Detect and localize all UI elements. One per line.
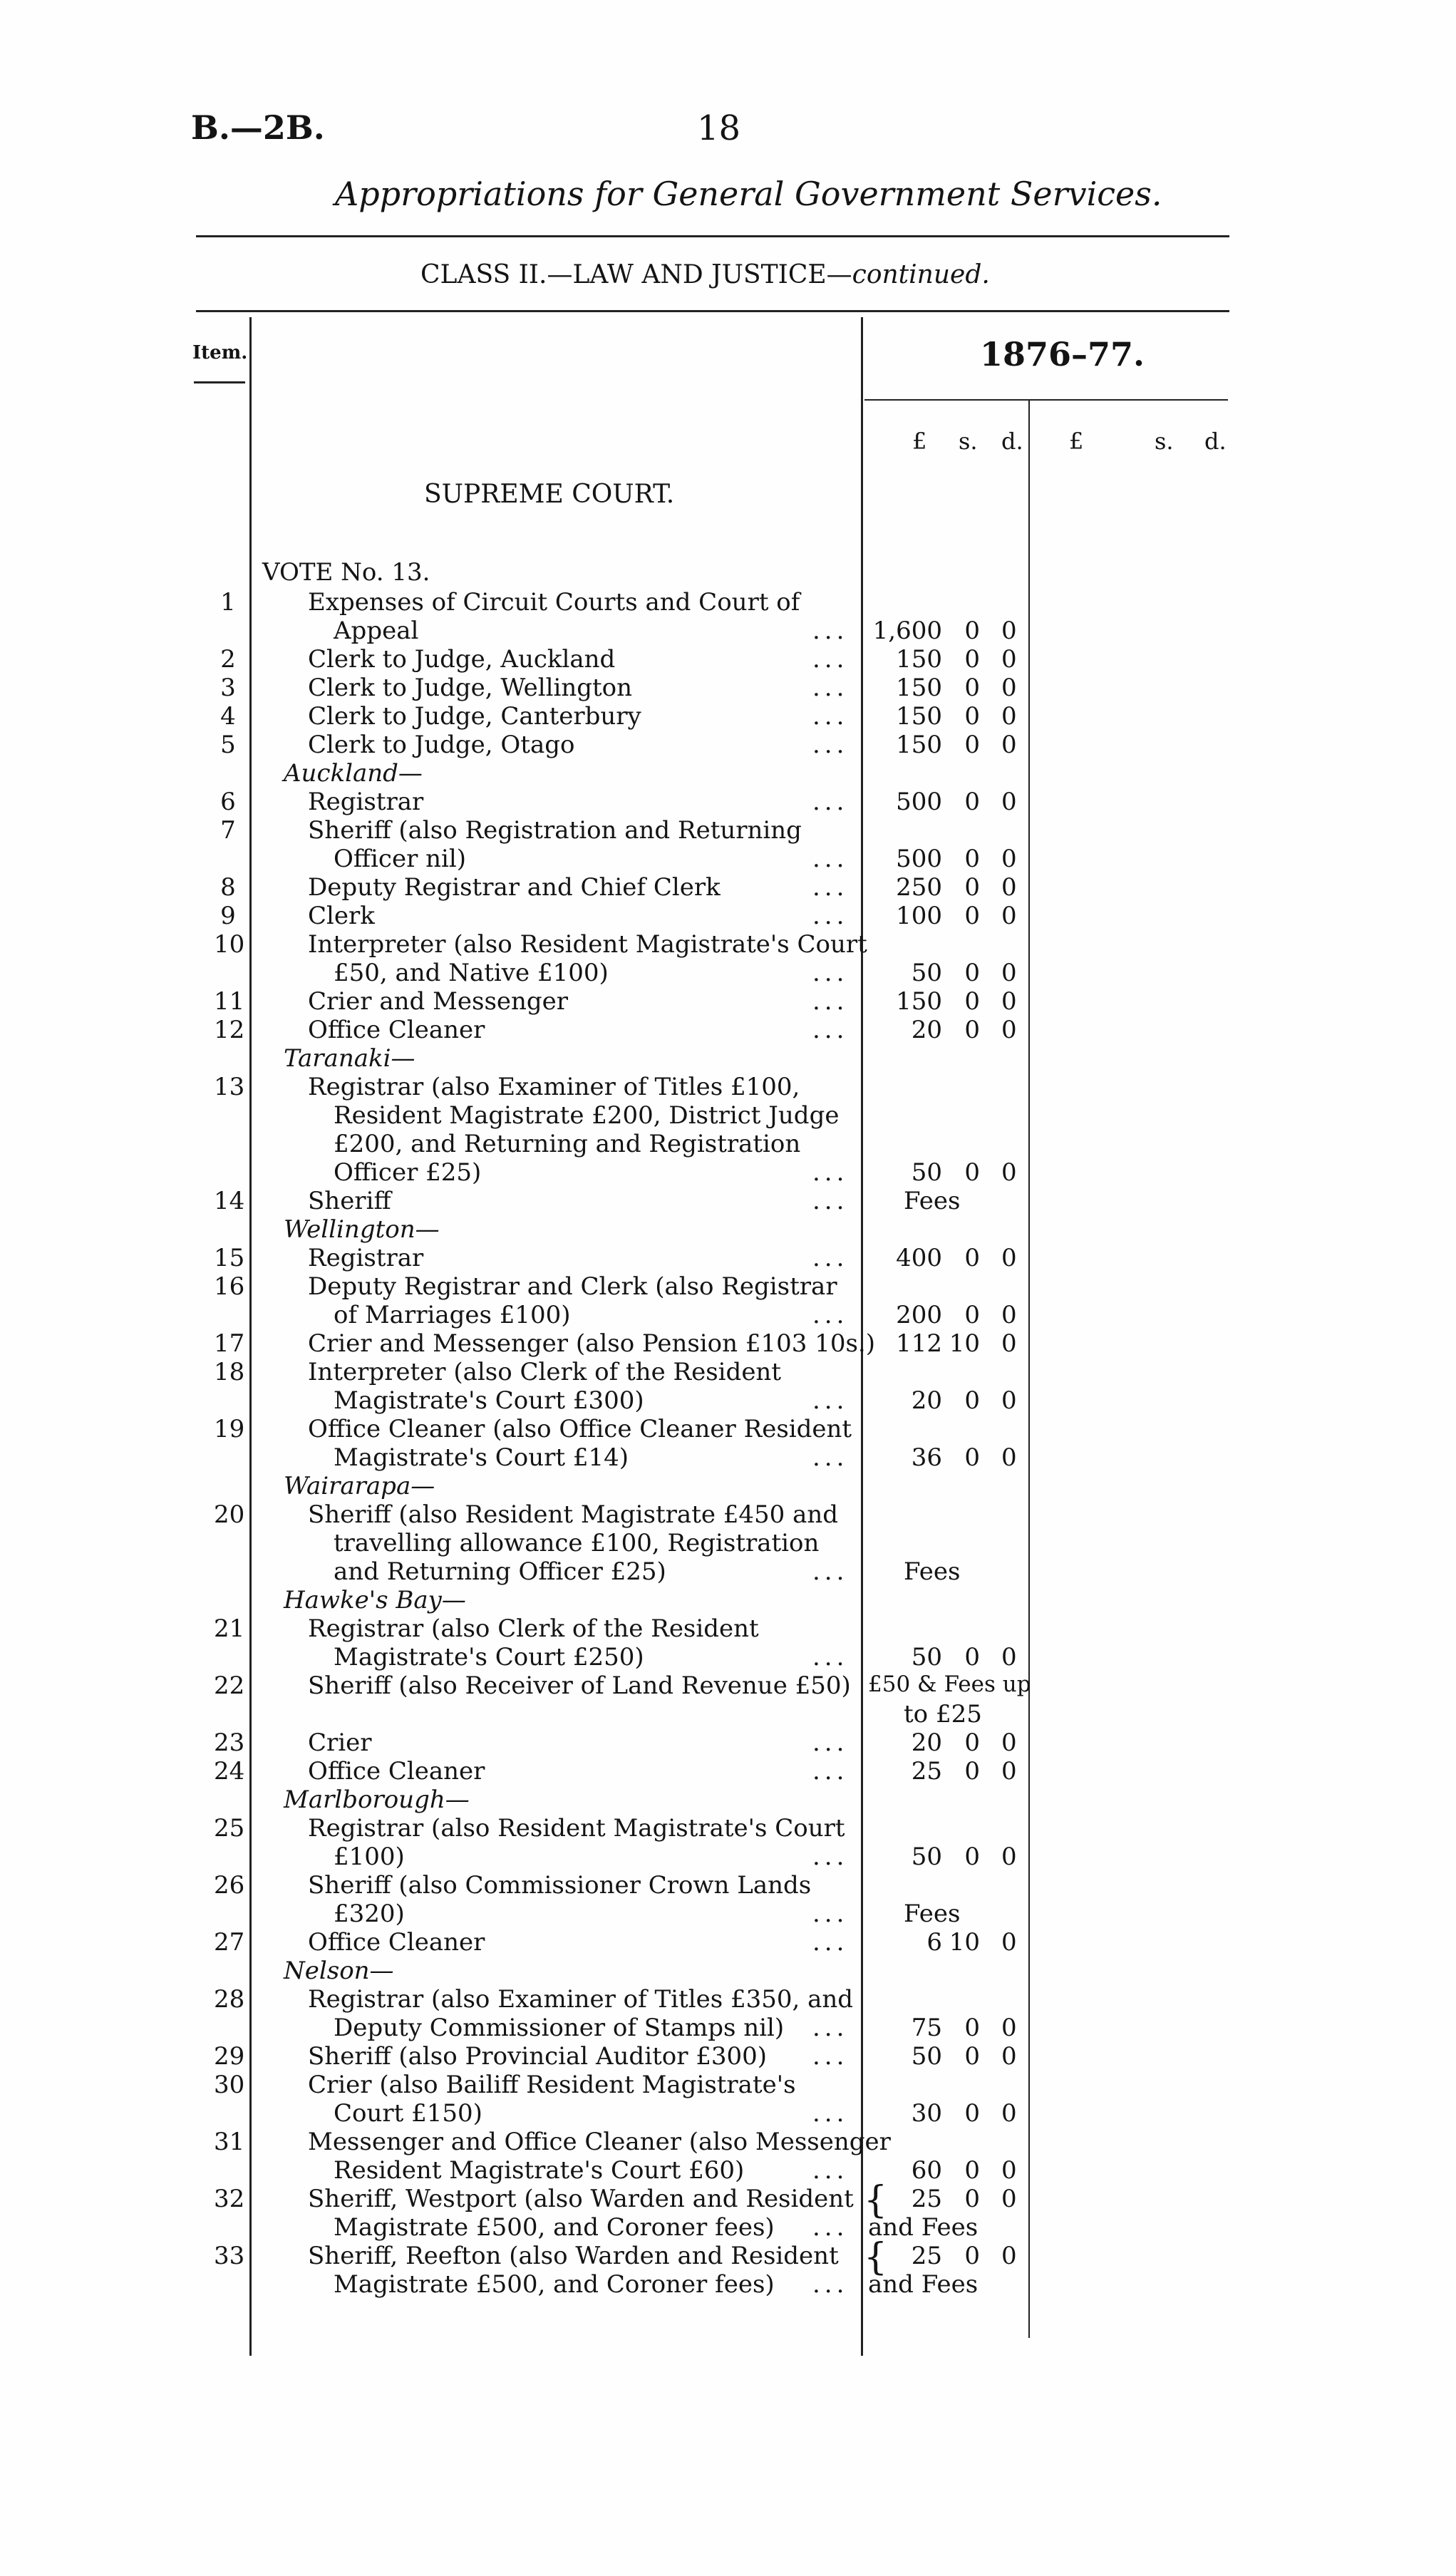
amount-shillings: 10 — [949, 1928, 980, 1957]
item-description: Court £150) — [334, 2099, 482, 2128]
leader-dots: ... — [812, 1301, 849, 1329]
amount-pence: 0 — [1001, 1928, 1017, 1957]
item-description: Registrar (also Examiner of Titles £350, and — [308, 1985, 854, 2014]
amount-shillings: 0 — [964, 1729, 980, 1757]
leader-dots: ... — [812, 959, 849, 987]
amount-shillings: 0 — [964, 702, 980, 731]
item-description: Office Cleaner (also Office Cleaner Resident — [308, 1415, 852, 1443]
amount-pence: 0 — [1001, 731, 1017, 759]
district-heading: Taranaki— — [284, 1044, 415, 1073]
amount-pence: 0 — [1001, 1757, 1017, 1786]
item-number: 24 — [214, 1757, 245, 1786]
pounds-header: £ — [912, 428, 927, 455]
leader-dots: ... — [812, 1443, 849, 1472]
amount-pence: 0 — [1001, 1329, 1017, 1358]
item-number: 10 — [214, 930, 245, 959]
item-number: 20 — [214, 1500, 245, 1529]
amount-pence: 0 — [1001, 1843, 1017, 1871]
item-description: Interpreter (also Resident Magistrate's Court — [308, 930, 867, 959]
shillings-header-2: s. — [1155, 428, 1174, 455]
class-heading — [420, 260, 990, 289]
item-number: 3 — [220, 674, 236, 702]
amount-pence: 0 — [1001, 1443, 1017, 1472]
item-description: Crier and Messenger — [308, 987, 569, 1016]
item-description: Sheriff (also Registration and Returning — [308, 816, 802, 845]
fees-note: and Fees — [868, 2270, 979, 2299]
item-number: 23 — [214, 1729, 245, 1757]
item-number: 5 — [220, 731, 236, 759]
district-heading: Wellington— — [284, 1215, 440, 1244]
leader-dots: ... — [812, 1016, 849, 1044]
pence-header: d. — [1001, 428, 1023, 455]
item-description: Deputy Registrar and Clerk (also Registrar — [308, 1272, 837, 1301]
item-description: Resident Magistrate £200, District Judge — [334, 1101, 840, 1130]
item-number: 12 — [214, 1016, 245, 1044]
item-description: Registrar (also Examiner of Titles £100, — [308, 1073, 800, 1101]
fees-note: Fees — [904, 1900, 961, 1928]
amount-shillings: 0 — [964, 788, 980, 816]
page-reference: B.—2B. — [191, 108, 325, 147]
amount-shillings: 0 — [964, 617, 980, 645]
page-title: Appropriations for General Government Services. — [335, 175, 1162, 213]
amount-shillings: 0 — [964, 2099, 980, 2128]
leader-dots: ... — [812, 1757, 849, 1786]
amount-pence: 0 — [1001, 674, 1017, 702]
amount-pounds: 150 — [896, 645, 942, 674]
leader-dots: ... — [812, 1187, 849, 1215]
item-description: Registrar (also Clerk of the Resident — [308, 1614, 759, 1643]
item-description: Sheriff, Westport (also Warden and Resident — [308, 2185, 854, 2213]
item-description: Office Cleaner — [308, 1757, 485, 1786]
brace-mark: { — [864, 2179, 888, 2222]
amount-shillings: 0 — [964, 1443, 980, 1472]
amount-pounds: 150 — [896, 674, 942, 702]
item-description: Officer nil) — [334, 845, 467, 873]
amount-shillings: 0 — [964, 1757, 980, 1786]
item-column-header: Item. — [192, 342, 248, 364]
leader-dots: ... — [812, 2270, 849, 2299]
amount-pounds: 50 — [911, 1843, 942, 1871]
district-heading: Hawke's Bay— — [284, 1586, 466, 1614]
leader-dots: ... — [812, 645, 849, 674]
amount-pounds: 250 — [896, 873, 942, 902]
leader-dots: ... — [812, 617, 849, 645]
leader-dots: ... — [812, 1843, 849, 1871]
district-heading: Auckland— — [284, 759, 423, 788]
amount-pounds: 150 — [896, 702, 942, 731]
leader-dots: ... — [812, 2156, 849, 2185]
item-description: Interpreter (also Clerk of the Resident — [308, 1358, 781, 1386]
amount-pence: 0 — [1001, 2242, 1017, 2270]
item-number: 26 — [214, 1871, 245, 1900]
item-number: 31 — [214, 2128, 245, 2156]
item-number: 2 — [220, 645, 236, 674]
item-number: 21 — [214, 1614, 245, 1643]
item-description: Clerk — [308, 902, 375, 930]
amount-shillings: 0 — [964, 645, 980, 674]
amount-pounds: 30 — [911, 2099, 942, 2128]
fees-note: to £25 — [904, 1700, 982, 1729]
leader-dots: ... — [812, 2014, 849, 2042]
item-description: Sheriff (also Commissioner Crown Lands — [308, 1871, 812, 1900]
amount-pounds: 20 — [911, 1016, 942, 1044]
item-header-rule — [194, 381, 245, 383]
item-description: Deputy Registrar and Chief Clerk — [308, 873, 721, 902]
amount-pence: 0 — [1001, 873, 1017, 902]
amount-pounds: 25 — [911, 2185, 942, 2213]
amount-pounds: 20 — [911, 1729, 942, 1757]
item-number: 28 — [214, 1985, 245, 2014]
amount-shillings: 0 — [964, 902, 980, 930]
amount-shillings: 0 — [964, 1016, 980, 1044]
item-number: 17 — [214, 1329, 245, 1358]
amount-pounds: 500 — [896, 788, 942, 816]
amount-pounds: 400 — [896, 1244, 942, 1272]
amount-pence: 0 — [1001, 987, 1017, 1016]
amount-pence: 0 — [1001, 1244, 1017, 1272]
amount-shillings: 0 — [964, 987, 980, 1016]
amount-pence: 0 — [1001, 845, 1017, 873]
amount-pounds: 150 — [896, 987, 942, 1016]
item-number: 7 — [220, 816, 236, 845]
pence-header-2: d. — [1204, 428, 1227, 455]
item-description: Magistrate £500, and Coroner fees) — [334, 2270, 775, 2299]
item-description: Resident Magistrate's Court £60) — [334, 2156, 745, 2185]
year-header: 1876–77. — [980, 335, 1145, 373]
amount-pounds: 100 — [896, 902, 942, 930]
item-description: Crier and Messenger (also Pension £103 10s.) — [308, 1329, 875, 1358]
amount-pence: 0 — [1001, 1016, 1017, 1044]
amount-shillings: 0 — [964, 2185, 980, 2213]
amount-pounds: 36 — [911, 1443, 942, 1472]
amount-pounds: 50 — [911, 1158, 942, 1187]
item-number: 19 — [214, 1415, 245, 1443]
year-rule — [864, 399, 1228, 401]
item-number: 27 — [214, 1928, 245, 1957]
amount-shillings: 0 — [964, 845, 980, 873]
item-number: 32 — [214, 2185, 245, 2213]
district-heading: Marlborough— — [284, 1786, 470, 1814]
item-description: Registrar — [308, 1244, 424, 1272]
item-description: and Returning Officer £25) — [334, 1557, 666, 1586]
leader-dots: ... — [812, 2099, 849, 2128]
amount-pounds: 500 — [896, 845, 942, 873]
item-description: Magistrate's Court £14) — [334, 1443, 629, 1472]
item-description: Office Cleaner — [308, 1928, 485, 1957]
amount-pence: 0 — [1001, 617, 1017, 645]
leader-dots: ... — [812, 674, 849, 702]
item-description: Sheriff (also Resident Magistrate £450 and — [308, 1500, 839, 1529]
leader-dots: ... — [812, 845, 849, 873]
amount-pence: 0 — [1001, 2014, 1017, 2042]
amount-pence: 0 — [1001, 1301, 1017, 1329]
amount-pounds: 50 — [911, 1643, 942, 1671]
fees-note: Fees — [904, 1187, 961, 1215]
item-number: 1 — [220, 588, 236, 617]
leader-dots: ... — [812, 1244, 849, 1272]
amount-pence: 0 — [1001, 902, 1017, 930]
leader-dots: ... — [812, 1557, 849, 1586]
leader-dots: ... — [812, 2213, 849, 2242]
item-number: 11 — [214, 987, 245, 1016]
item-description: Clerk to Judge, Auckland — [308, 645, 616, 674]
item-description: Clerk to Judge, Wellington — [308, 674, 633, 702]
item-description: Magistrate's Court £300) — [334, 1386, 644, 1415]
amount-shillings: 0 — [964, 1386, 980, 1415]
item-description: Registrar — [308, 788, 424, 816]
amount-pence: 0 — [1001, 2099, 1017, 2128]
amount-pence: 0 — [1001, 645, 1017, 674]
item-description: Sheriff — [308, 1187, 391, 1215]
class-heading-main: CLASS II.—LAW AND JUSTICE— — [420, 260, 852, 289]
item-description: £200, and Returning and Registration — [334, 1130, 801, 1158]
leader-dots: ... — [812, 1928, 849, 1957]
pounds-header-2: £ — [1069, 428, 1084, 455]
amount-pence: 0 — [1001, 1729, 1017, 1757]
leader-dots: ... — [812, 1643, 849, 1671]
amount-shillings: 0 — [964, 1843, 980, 1871]
item-description: Sheriff, Reefton (also Warden and Resident — [308, 2242, 839, 2270]
item-number: 6 — [220, 788, 236, 816]
amount-shillings: 0 — [964, 959, 980, 987]
item-number: 18 — [214, 1358, 245, 1386]
leader-dots: ... — [812, 1729, 849, 1757]
amount-shillings: 0 — [964, 674, 980, 702]
item-number: 13 — [214, 1073, 245, 1101]
item-number: 30 — [214, 2071, 245, 2099]
item-description: Officer £25) — [334, 1158, 482, 1187]
item-number: 22 — [214, 1671, 245, 1700]
amount-shillings: 0 — [964, 1158, 980, 1187]
item-description: Magistrate £500, and Coroner fees) — [334, 2213, 775, 2242]
item-number: 9 — [220, 902, 236, 930]
district-heading: Wairarapa— — [284, 1472, 435, 1500]
item-number: 33 — [214, 2242, 245, 2270]
leader-dots: ... — [812, 788, 849, 816]
amount-pounds: 20 — [911, 1386, 942, 1415]
amount-shillings: 0 — [964, 2156, 980, 2185]
amount-pence: 0 — [1001, 1158, 1017, 1187]
column-divider-item — [249, 317, 252, 2356]
class-heading-suffix: continued. — [852, 260, 990, 289]
amount-shillings: 0 — [964, 1301, 980, 1329]
amount-shillings: 0 — [964, 2042, 980, 2071]
leader-dots: ... — [812, 1386, 849, 1415]
item-description: £320) — [334, 1900, 405, 1928]
item-number: 4 — [220, 702, 236, 731]
item-description: Clerk to Judge, Otago — [308, 731, 575, 759]
amount-shillings: 0 — [964, 1244, 980, 1272]
leader-dots: ... — [812, 902, 849, 930]
amount-pence: 0 — [1001, 702, 1017, 731]
item-description: Deputy Commissioner of Stamps nil) — [334, 2014, 785, 2042]
shillings-header: s. — [959, 428, 978, 455]
leader-dots: ... — [812, 2042, 849, 2071]
amount-shillings: 0 — [964, 873, 980, 902]
brace-mark: { — [864, 2236, 888, 2279]
leader-dots: ... — [812, 702, 849, 731]
amount-pence: 0 — [1001, 959, 1017, 987]
item-description: Sheriff (also Receiver of Land Revenue £50) — [308, 1671, 851, 1700]
leader-dots: ... — [812, 731, 849, 759]
amount-pounds: 25 — [911, 2242, 942, 2270]
section-heading: SUPREME COURT. — [424, 480, 675, 509]
amount-shillings: 0 — [964, 2014, 980, 2042]
item-number: 14 — [214, 1187, 245, 1215]
page-number: 18 — [697, 108, 741, 148]
fees-note: Fees — [904, 1557, 961, 1586]
item-description: Crier (also Bailiff Resident Magistrate's — [308, 2071, 796, 2099]
fees-note: and Fees — [868, 2213, 979, 2242]
item-description: Appeal — [334, 617, 419, 645]
amount-pounds: 75 — [911, 2014, 942, 2042]
item-description: £100) — [334, 1843, 405, 1871]
item-description: Sheriff (also Provincial Auditor £300) — [308, 2042, 768, 2071]
item-number: 25 — [214, 1814, 245, 1843]
item-description: of Marriages £100) — [334, 1301, 571, 1329]
leader-dots: ... — [812, 1158, 849, 1187]
item-description: Clerk to Judge, Canterbury — [308, 702, 641, 731]
amount-pounds: 112 — [896, 1329, 942, 1358]
amount-pounds: 50 — [911, 2042, 942, 2071]
amount-pence: 0 — [1001, 2185, 1017, 2213]
column-divider-amount — [1028, 399, 1030, 2338]
fees-note: £50 & Fees up — [868, 1671, 1031, 1697]
item-description: travelling allowance £100, Registration — [334, 1529, 820, 1557]
leader-dots: ... — [812, 873, 849, 902]
rule-header — [196, 310, 1229, 312]
item-number: 29 — [214, 2042, 245, 2071]
item-number: 8 — [220, 873, 236, 902]
amount-pence: 0 — [1001, 788, 1017, 816]
amount-pence: 0 — [1001, 1386, 1017, 1415]
item-description: Expenses of Circuit Courts and Court of — [308, 588, 800, 617]
amount-pence: 0 — [1001, 2042, 1017, 2071]
amount-pence: 0 — [1001, 2156, 1017, 2185]
item-description: £50, and Native £100) — [334, 959, 609, 987]
district-heading: Nelson— — [284, 1957, 394, 1985]
amount-pounds: 200 — [896, 1301, 942, 1329]
amount-pounds: 150 — [896, 731, 942, 759]
leader-dots: ... — [812, 1900, 849, 1928]
amount-shillings: 10 — [949, 1329, 980, 1358]
amount-pence: 0 — [1001, 1643, 1017, 1671]
amount-shillings: 0 — [964, 2242, 980, 2270]
item-description: Registrar (also Resident Magistrate's Court — [308, 1814, 845, 1843]
amount-pounds: 25 — [911, 1757, 942, 1786]
item-description: Magistrate's Court £250) — [334, 1643, 644, 1671]
item-number: 15 — [214, 1244, 245, 1272]
amount-pounds: 6 — [926, 1928, 942, 1957]
amount-pounds: 50 — [911, 959, 942, 987]
leader-dots: ... — [812, 987, 849, 1016]
item-description: Office Cleaner — [308, 1016, 485, 1044]
item-description: Crier — [308, 1729, 372, 1757]
item-number: 16 — [214, 1272, 245, 1301]
amount-shillings: 0 — [964, 731, 980, 759]
item-description: Messenger and Office Cleaner (also Messenger — [308, 2128, 891, 2156]
amount-pounds: 60 — [911, 2156, 942, 2185]
amount-pounds: 1,600 — [872, 617, 942, 645]
vote-heading: VOTE No. 13. — [262, 558, 430, 587]
rule-top — [196, 235, 1229, 237]
amount-shillings: 0 — [964, 1643, 980, 1671]
